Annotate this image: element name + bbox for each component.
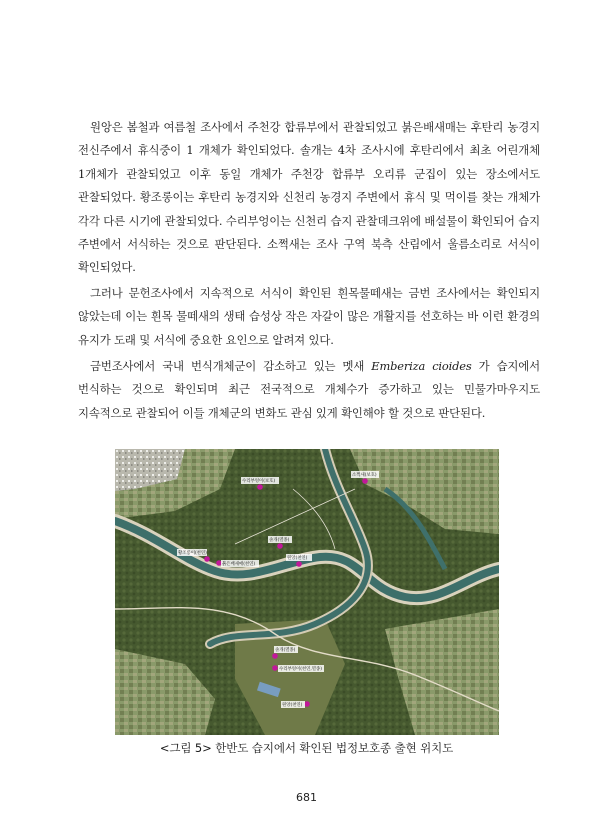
marker-dot	[296, 561, 302, 567]
marker-dot	[272, 665, 278, 671]
marker-dot	[362, 478, 368, 484]
paragraph-bird-observations: 원앙은 봄철과 여름철 조사에서 주천강 합류부에서 관찰되었고 붉은배새매는 후탄리 농경지 전신주에서 휴식중이 1 개체가 확인되었다. 솔개는 4차 조사시에 후탄리에서 최초 어린개체 1개체가 관찰되었고 이후 동일 개체가 주천강 합류부 오리류 군집이 있는 장소에서도 관찰되었다. 황조롱이는 후탄리 농경지와 신천리 농경지 주변에서 휴식 및 먹이를 찾는 개체가 각각 다른 시기에 관찰되었다. 수리부엉이는 신천리 습지 관찰데크위에 배설물이 확인되어 습지 주변에서 서식하는 것으로 판단된다. 소쩍새는 조사 구역 북측 산림에서 울름소리로 서식이 확인되었다.	[78, 120, 540, 275]
satellite-map	[115, 449, 499, 735]
marker-label: 원앙(천연)	[287, 556, 308, 562]
marker-label: 솔개(멸종)	[275, 648, 296, 654]
p3-text-after: 가 습지에서 번식하는 것으로 확인되며 최근 전국적으로 개체수가 증가하고 있는 민물가마우지도 지속적으로 관찰되어 이들 개체군의 변화도 관심 있게 확인해야 할 것으로 판단된다.	[78, 359, 540, 420]
page-number: 681	[296, 791, 317, 804]
marker-dot	[277, 543, 283, 549]
species-name-emberiza: Emberiza cioides	[371, 359, 472, 373]
marker-dot	[304, 701, 310, 707]
marker-dot	[204, 556, 210, 562]
marker-label: 수리부엉이(천연,멸종)	[279, 667, 322, 673]
marker-label: 솔개(멸종)	[269, 538, 290, 544]
p3-text-before: 금번조사에서 국내 번식개체군이 감소하고 있는 멧새	[90, 359, 372, 373]
marker-dot	[257, 484, 263, 490]
marker-dot	[272, 653, 278, 659]
marker-label: 붉은배새매(천연)	[222, 562, 256, 568]
satellite-map-figure	[115, 449, 499, 735]
figure-caption: <그림 5> 한반도 습지에서 확인된 법정보호종 출현 위치도	[159, 741, 454, 755]
marker-dot	[216, 560, 222, 566]
marker-label: 수리부엉이(보호)	[242, 479, 276, 485]
marker-label: 원앙(천연)	[282, 703, 303, 709]
paragraph-plover-absence: 그러나 문헌조사에서 지속적으로 서식이 확인된 흰목물떼새는 금번 조사에서는 확인되지 않았는데 이는 흰목 물떼새의 생태 습성상 작은 자갈이 많은 개활지를 선호하는 바 이런 환경의 유지가 도래 및 서식에 중요한 요인으로 알려져 있다.	[78, 286, 540, 347]
marker-label: 소쩍새(보호)	[352, 473, 377, 479]
paragraph-bunting-cormorant	[78, 355, 540, 425]
marker-label: 황조롱이(천연)	[178, 551, 207, 557]
